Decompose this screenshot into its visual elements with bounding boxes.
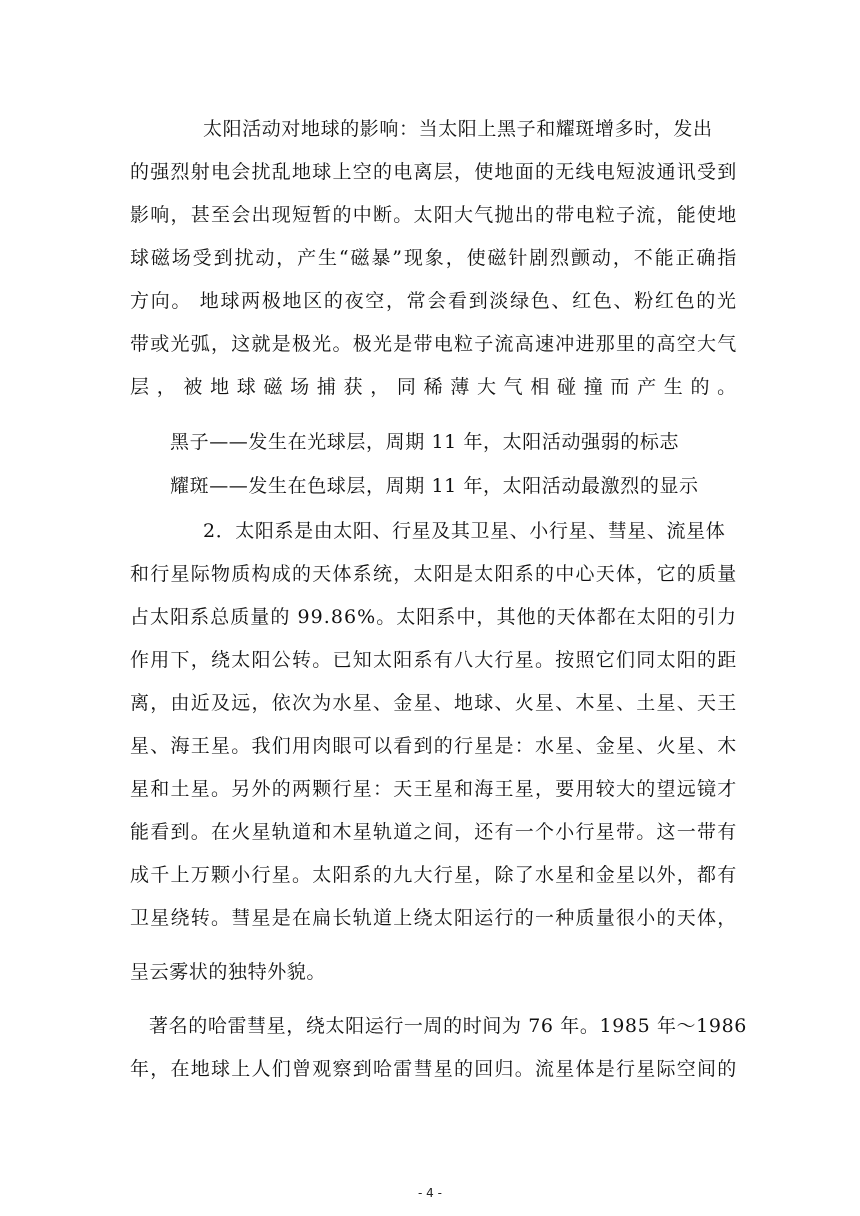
text-line: 星 和 土 星 。 另 外 的 两 颗 行 星 ： 天 王 星 和 海 王 星 ， 要 用 较 大 的 望 远 镜 才 xyxy=(130,778,737,800)
text-line: 占 太 阳 系 总 质 量 的 9 9 . 8 6 % 。 太 阳 系 中 ， 其 他 的 天 体 都 在 太 阳 的 引 力 xyxy=(130,606,737,628)
text-line: 2．太阳系是由太阳、行星及其卫星、小行星、彗星、流星体 xyxy=(203,520,726,542)
text-line: 影 响 ， 甚 至 会 出 现 短 暂 的 中 断 。 太 阳 大 气 抛 出 的 带 电 粒 子 流 ， 能 使 地 xyxy=(130,204,737,226)
text-line: 层 ， 被 地 球 磁 场 捕 获 ， 同 稀 薄 大 气 相 碰 撞 而 产 生 的 。 xyxy=(130,376,737,398)
text-line: 成 千 上 万 颗 小 行 星 。 太 阳 系 的 九 大 行 星 ， 除 了 水 星 和 金 星 以 外 ， 都 有 xyxy=(130,864,737,886)
text-line: 黑子——发生在光球层，周期 11 年，太阳活动强弱的标志 xyxy=(170,431,680,453)
text-line: 呈云雾状的独特外貌。 xyxy=(130,961,327,983)
text-line: 球 磁 场 受 到 扰 动 ， 产 生 “ 磁 暴 ” 现 象 ， 使 磁 针 剧 烈 颤 动 ， 不 能 正 确 指 xyxy=(130,247,737,269)
text-line: 能 看 到 。 在 火 星 轨 道 和 木 星 轨 道 之 间 ， 还 有 一 个 小 行 星 带 。 这 一 带 有 xyxy=(130,821,737,843)
text-line: 离 ， 由 近 及 远 ， 依 次 为 水 星 、 金 星 、 地 球 、 火 星 、 木 星 、 土 星 、 天 王 xyxy=(130,692,737,714)
text-line: 的 强 烈 射 电 会 扰 乱 地 球 上 空 的 电 离 层 ， 使 地 面 的 无 线 电 短 波 通 讯 受 到 xyxy=(130,161,737,183)
text-line: 星 、 海 王 星 。 我 们 用 肉 眼 可 以 看 到 的 行 星 是 ： 水 星 、 金 星 、 火 星 、 木 xyxy=(130,735,737,757)
text-line: 和 行 星 际 物 质 构 成 的 天 体 系 统 ， 太 阳 是 太 阳 系 的 中 心 天 体 ， 它 的 质 量 xyxy=(130,563,737,585)
text-line: 作 用 下 ， 绕 太 阳 公 转 。 已 知 太 阳 系 有 八 大 行 星 。 按 照 它 们 同 太 阳 的 距 xyxy=(130,649,737,671)
text-line: 年 ， 在 地 球 上 人 们 曾 观 察 到 哈 雷 彗 星 的 回 归 。 流 星 体 是 行 星 际 空 间 的 xyxy=(130,1058,737,1080)
text-line: 耀斑——发生在色球层，周期 11 年，太阳活动最激烈的显示 xyxy=(170,475,699,497)
text-line: 带 或 光 弧 ， 这 就 是 极 光 。 极 光 是 带 电 粒 子 流 高 速 冲 进 那 里 的 高 空 大 气 xyxy=(130,333,737,355)
text-line: 太阳活动对地球的影响：当太阳上黑子和耀斑增多时，发出 xyxy=(203,118,713,140)
text-line: 方 向 。 地 球 两 极 地 区 的 夜 空 ， 常 会 看 到 淡 绿 色 、 红 色 、 粉 红 色 的 光 xyxy=(130,290,737,312)
page-number: - 4 - xyxy=(418,1186,442,1200)
text-line: 著 名 的 哈 雷 彗 星 ， 绕 太 阳 运 行 一 周 的 时 间 为 7 6 年 。 1 9 8 5 年 ～ 1 9 8 6 xyxy=(149,1015,747,1037)
text-line: 卫 星 绕 转 。 彗 星 是 在 扁 长 轨 道 上 绕 太 阳 运 行 的 一 种 质 量 很 小 的 天 体 ， xyxy=(130,907,737,929)
